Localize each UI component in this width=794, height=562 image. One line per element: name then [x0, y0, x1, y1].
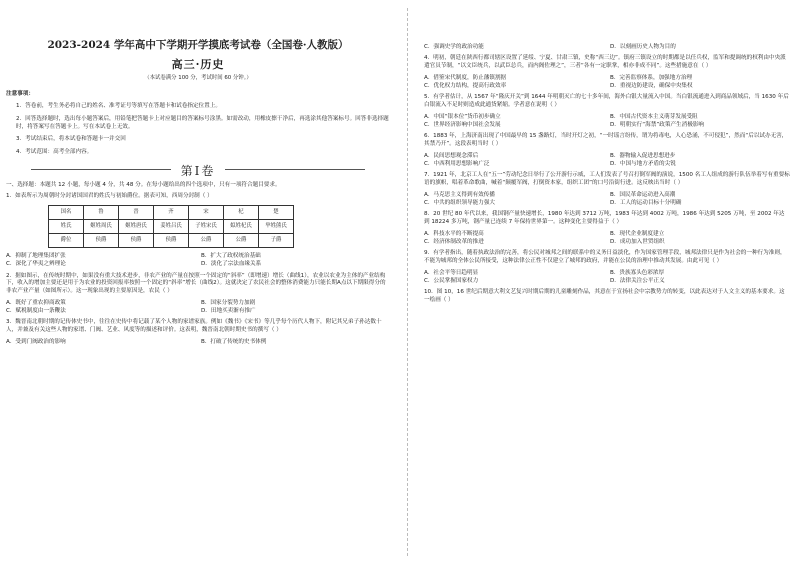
option-a: A．民间思想观念滞后	[424, 152, 479, 159]
option-c: C．优化权力结构，提高行政效率	[424, 83, 507, 89]
question-3-stem: 3．魏晋南北朝时期的记传体史书中，往往在史传中将记载了某个人物的家谱家族。例如《魏书》《宋书》等几乎每个历代人物下，附记其兄弟子孙达数十人，并兼及有关这些人物的家谱、门阀、艺业、风度等的描述和评价。这表明，魏晋南北朝时期史书的撰写（ ）	[6, 319, 382, 333]
table-cell: 杞	[224, 206, 259, 220]
option-d: D．成功加入世贸组织	[610, 239, 665, 245]
question-5-stem: 5．有学者估计，从 1567 年“隆庆开关”到 1644 年明朝灭亡的七十多年间，海外白银大量流入中国。当白银流通进入到商品领域后，当 1630 年后白银流入不足时则造成此通货紧缩。学者意在说明（ ）	[424, 94, 789, 108]
question-7-options	[424, 191, 790, 208]
table-cell: 姒姓杞氏	[224, 220, 259, 234]
option-b: B．现代企业制度建立	[610, 230, 665, 237]
option-c: C．赋税制度由一条鞭法	[6, 308, 66, 314]
part-rule-right	[225, 169, 365, 170]
notice-item: 3．考试结束后，将本试卷和答题卡一并交回	[16, 136, 126, 143]
table-cell: 公爵	[224, 234, 259, 248]
question-4-stem: 4．明初，朝廷在陕西行都司辖区设置了延绥、宁夏、甘肃三镇，史称“西三边”。镇府三镇设立的时期都是以任兵权，监军和提调统的权利由中央派遣官员节制，“以文臣统兵，以武臣总兵，而内阁佐理之”，三者“各有一定职掌，相亦非成不同”。这些措施意在（ ）	[424, 55, 786, 69]
option-a: A．既好了重农抑商政策	[6, 299, 66, 306]
table-row	[49, 220, 294, 234]
notice-item: 4．考试范围：高考全部内容。	[16, 148, 93, 155]
table-cell: 侯爵	[84, 234, 119, 248]
option-c: C．经济体制改革的推进	[424, 239, 484, 245]
question-1-table	[48, 205, 294, 248]
table-cell: 姓氏	[49, 220, 84, 234]
question-9-stem: 9．有学者指出，随着执政法治的完善，将公民对城邦之间的联系中的义务日益淡化，作为国家管理手段，城邦法律只是作为社会的一种行为准则，不能为城邦的全体公民所接受，这种法律公正性不仅建立了城邦的政府，并能在公民的治理中推动其发展。由此可见（ ）	[424, 250, 786, 264]
option-b: B．中国古代资本主义萌芽发展受阻	[610, 113, 698, 120]
option-a: A．社会平等日趋明显	[424, 269, 479, 276]
table-cell: 楚	[259, 206, 294, 220]
question-2-stem: 2．据如图示，在传统时期中，如果没有重大技术进步，非农产业的产量在按照一个固定的“斜率”（即增速）增长（曲线1），农业以农业为主体的产业结构下，收入的增加主要还是用于为农业的投资回报率按照一个固定的“斜率”增长（曲线2）。这就决定了农民社会的整体消费能力只能长期A点以下期限得分的非农产业产量（如图所示）。这一现象出现的主要原因是，农民（ ）	[6, 272, 386, 294]
option-b: B．完善监察体系，加强地方治理	[610, 74, 693, 81]
table-cell: 晋	[119, 206, 154, 220]
table-cell: 齐	[154, 206, 189, 220]
section-intro: 一、选择题：本题共 12 小题，每小题 4 分，共 48 分。在每小题给出的四个选项中，只有一项符合题目要求。	[6, 181, 281, 188]
question-5-options	[424, 113, 790, 130]
table-cell: 姜姓吕氏	[154, 220, 189, 234]
option-c: C．深化了华夷之辨理论	[6, 261, 66, 268]
question-1-stem: 1．如表所示为周朝时分封诸国国君的姓氏与初始爵位。据表可知，西周分封制（ ）	[6, 193, 213, 200]
option-d: D．中国与地方矛盾的尖锐	[610, 161, 676, 167]
table-cell: 子爵	[259, 234, 294, 248]
exam-title: 2023-2024 学年高中下学期开学摸底考试卷（全国卷·人教版）	[47, 39, 349, 51]
option-a: A．受到门阀政治的影响	[6, 338, 66, 345]
option-b: B．国民革命运动进入高潮	[610, 191, 676, 198]
option-c: C．世界经济影响中国社会发展	[424, 122, 501, 128]
option-d: D．明朝实行“海禁”政策产生消极影响	[610, 122, 705, 128]
option-b: B．国家分裂势力加剧	[201, 299, 256, 306]
option-d: D．工人的运动目标十分明确	[610, 200, 682, 206]
option-a: A．中国“银本位”货币初步确立	[424, 113, 501, 120]
option-d: D．重视边防建设，确保中央集权	[610, 83, 693, 89]
notice-heading: 注意事项：	[6, 90, 34, 97]
option-b: B．扩大了政权统治基础	[201, 253, 261, 259]
table-row	[49, 206, 294, 220]
option-a: A．马克思主义得到有效传播	[424, 191, 495, 198]
option-a: A．抑制了地理集团扩张	[6, 253, 66, 259]
table-cell: 侯爵	[154, 234, 189, 248]
question-4-options	[424, 74, 790, 91]
notice-item: 2．回答选择题时，选出每小题答案后，用铅笔把答题卡上对应题目的答案标号涂黑。如需改动，用橡皮擦干净后，再选涂其他答案标号。回答非选择题时，将答案写在答题卡上。写在本试卷上无效。	[16, 115, 389, 130]
table-cell: 宋	[189, 206, 224, 220]
question-7-stem: 7．1921 年，北京工人在“五一”劳动纪念日举行了公开游行示威，工人们发表了号召打倒军阀的演说，1500 名工人组成的游行队伍举着写有重要标语的旗帜，唱着革命歌曲，喊着“颠覆军阀，打倒资本家，组织工团”的口号沿街行进。这反映出当时（ ）	[424, 172, 790, 186]
notice-item: 1．答卷前，考生务必将自己的姓名、准考证号等填写在答题卡和试卷指定位置上。	[16, 103, 221, 110]
option-b: B．贵族寡头色彩浓厚	[610, 269, 665, 276]
question-3-options	[6, 338, 390, 346]
option-c: C．公民掌握国家权力	[424, 278, 479, 284]
right-column	[424, 40, 790, 305]
exam-subtitle: 高三·历史	[171, 58, 225, 71]
option-d: D．淡化了宗法血缘关系	[201, 261, 262, 268]
table-cell: 爵位	[49, 234, 84, 248]
table-cell: 芈姓熊氏	[259, 220, 294, 234]
question-8-stem: 8．20 世纪 80 年代以来，我国钢产量快速增长，1980 年达到 3712 万吨，1983 年达到 4002 万吨，1986 年达到 5205 万吨，至 2002 年达到 18224 多万吨，钢产量已连续 7 年保持世界第一。这种变化主要得益于（ ）	[424, 211, 785, 225]
option-a: A．借鉴宋代制度，防止藩镇割据	[424, 74, 507, 81]
option-c: C．中共的组织领导能力强大	[424, 200, 496, 206]
question-9-options	[424, 269, 790, 286]
part-header	[6, 156, 390, 182]
option-d: D．以刻画历史人物为目的	[610, 44, 676, 50]
table-row	[49, 234, 294, 248]
option-c: C．中西利用思想影响广泛	[424, 161, 490, 167]
question-3-options-cont	[424, 43, 790, 51]
option-b: B．打破了传统的史书体例	[201, 338, 267, 345]
question-1-options	[6, 252, 390, 269]
table-cell: 公爵	[189, 234, 224, 248]
option-b: B．器物输入促进思想进步	[610, 152, 676, 159]
table-cell: 姬姓唐氏	[119, 220, 154, 234]
option-d: D．法律关注公平正义	[610, 278, 665, 284]
option-c: C．强调史学的政治功能	[424, 44, 484, 50]
part-rule-left	[31, 169, 171, 170]
option-d: D．田地买卖渐有推广	[201, 308, 256, 314]
left-column	[6, 38, 390, 346]
part-title: 第Ⅰ卷	[180, 164, 216, 179]
question-8-options	[424, 230, 790, 247]
question-2-options	[6, 299, 390, 316]
exam-meta: （本试卷满分 100 分，考试时间 60 分钟。）	[144, 75, 252, 81]
question-6-stem: 6．1883 年，上海济南出现了中国最早的 15 盏路灯，当时开灯之初，“一时谣言纷传，谓为将毒电，人心恐涌，不可侵犯”，然而“后以试办无害，其禁乃开”。这段表明当时（ ）	[424, 133, 788, 147]
question-10-stem: 10．图 10，16 世纪后期意大利文艺复兴时期后期的儿童雕刻作品，其意在于宣扬社会中宗教势力的转变，以此表达对于人文主义的基本要求。这一绘画（ ）	[424, 289, 785, 303]
table-cell: 姬姓周氏	[84, 220, 119, 234]
table-cell: 侯爵	[119, 234, 154, 248]
table-cell: 子姓宋氏	[189, 220, 224, 234]
column-divider	[407, 8, 408, 556]
table-cell: 鲁	[84, 206, 119, 220]
option-a: A．科技水平的不断提高	[424, 230, 484, 237]
question-6-options	[424, 152, 790, 169]
table-cell: 国名	[49, 206, 84, 220]
